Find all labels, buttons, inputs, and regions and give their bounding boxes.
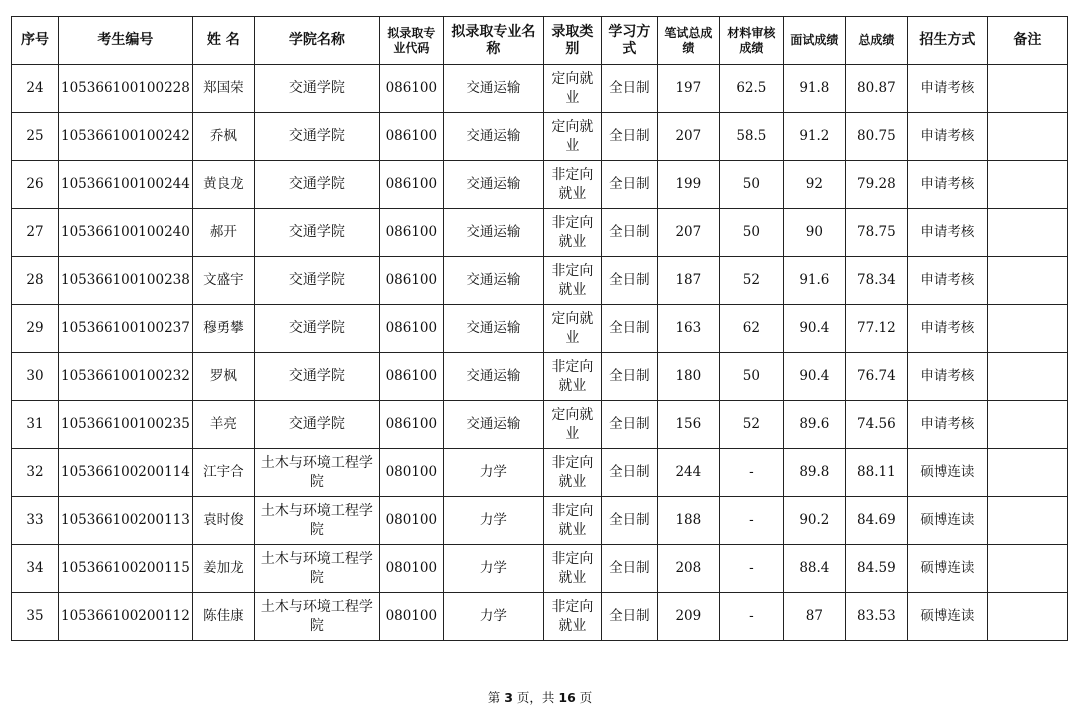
header-cell: 录取类别: [543, 17, 601, 65]
table-row: [12, 113, 1068, 161]
header-cell: 学习方式: [601, 17, 657, 65]
header-cell: 笔试总成绩: [657, 17, 719, 65]
cell-study-mode: 全日制: [601, 449, 657, 497]
cell-enrollment-method: 硕博连读: [907, 593, 987, 641]
cell-name: 羊亮: [192, 401, 254, 449]
cell-index: 28: [12, 257, 59, 305]
cell-name: 陈佳康: [192, 593, 254, 641]
cell-material-score: -: [719, 449, 783, 497]
cell-interview-score: 91.6: [783, 257, 845, 305]
cell-candidate-id: 105366100200115: [59, 545, 193, 593]
header-cell: 拟录取专业代码: [379, 17, 443, 65]
cell-interview-score: 90.4: [783, 305, 845, 353]
table-row: [12, 65, 1068, 113]
cell-candidate-id: 105366100200114: [59, 449, 193, 497]
cell-candidate-id: 105366100200112: [59, 593, 193, 641]
cell-study-mode: 全日制: [601, 65, 657, 113]
cell-college: 交通学院: [254, 257, 379, 305]
cell-total-score: 78.34: [845, 257, 907, 305]
cell-total-score: 83.53: [845, 593, 907, 641]
header-cell: 备注: [987, 17, 1067, 65]
cell-candidate-id: 105366100100228: [59, 65, 193, 113]
cell-index: 30: [12, 353, 59, 401]
cell-candidate-id: 105366100100232: [59, 353, 193, 401]
cell-written-score: 208: [657, 545, 719, 593]
table-row: [12, 161, 1068, 209]
cell-name: 江宇合: [192, 449, 254, 497]
cell-major-name: 交通运输: [443, 209, 543, 257]
cell-material-score: -: [719, 545, 783, 593]
cell-remarks: [987, 353, 1067, 401]
header-cell: 考生编号: [59, 17, 193, 65]
cell-admission-type: 定向就业: [543, 401, 601, 449]
cell-written-score: 207: [657, 113, 719, 161]
cell-major-code: 086100: [379, 113, 443, 161]
cell-index: 32: [12, 449, 59, 497]
cell-index: 27: [12, 209, 59, 257]
cell-candidate-id: 105366100100240: [59, 209, 193, 257]
cell-enrollment-method: 申请考核: [907, 161, 987, 209]
cell-written-score: 207: [657, 209, 719, 257]
cell-total-score: 84.69: [845, 497, 907, 545]
cell-material-score: 52: [719, 401, 783, 449]
cell-index: 31: [12, 401, 59, 449]
cell-enrollment-method: 申请考核: [907, 401, 987, 449]
cell-remarks: [987, 545, 1067, 593]
cell-index: 35: [12, 593, 59, 641]
cell-interview-score: 91.2: [783, 113, 845, 161]
cell-written-score: 199: [657, 161, 719, 209]
cell-study-mode: 全日制: [601, 305, 657, 353]
header-cell: 总成绩: [845, 17, 907, 65]
cell-material-score: 50: [719, 209, 783, 257]
cell-material-score: -: [719, 593, 783, 641]
cell-major-name: 交通运输: [443, 353, 543, 401]
cell-enrollment-method: 申请考核: [907, 353, 987, 401]
cell-material-score: 58.5: [719, 113, 783, 161]
cell-study-mode: 全日制: [601, 545, 657, 593]
footer-page-number: 3: [504, 690, 513, 705]
cell-college: 交通学院: [254, 209, 379, 257]
cell-written-score: 197: [657, 65, 719, 113]
cell-index: 34: [12, 545, 59, 593]
cell-college: 交通学院: [254, 401, 379, 449]
cell-material-score: 62.5: [719, 65, 783, 113]
cell-name: 罗枫: [192, 353, 254, 401]
cell-study-mode: 全日制: [601, 257, 657, 305]
cell-written-score: 188: [657, 497, 719, 545]
cell-study-mode: 全日制: [601, 161, 657, 209]
cell-study-mode: 全日制: [601, 209, 657, 257]
cell-enrollment-method: 申请考核: [907, 209, 987, 257]
cell-total-score: 74.56: [845, 401, 907, 449]
footer-total-pages: 16: [558, 690, 576, 705]
cell-college: 土木与环境工程学院: [254, 593, 379, 641]
table-row: [12, 209, 1068, 257]
cell-study-mode: 全日制: [601, 353, 657, 401]
cell-candidate-id: 105366100100238: [59, 257, 193, 305]
cell-enrollment-method: 硕博连读: [907, 449, 987, 497]
cell-college: 交通学院: [254, 113, 379, 161]
cell-college: 交通学院: [254, 305, 379, 353]
footer-suffix: 页: [575, 690, 593, 705]
cell-major-code: 086100: [379, 353, 443, 401]
cell-major-name: 交通运输: [443, 113, 543, 161]
cell-index: 25: [12, 113, 59, 161]
cell-admission-type: 非定向就业: [543, 593, 601, 641]
cell-college: 土木与环境工程学院: [254, 497, 379, 545]
cell-remarks: [987, 401, 1067, 449]
table-row: [12, 401, 1068, 449]
cell-admission-type: 非定向就业: [543, 161, 601, 209]
cell-interview-score: 87: [783, 593, 845, 641]
header-cell: 姓 名: [192, 17, 254, 65]
cell-total-score: 84.59: [845, 545, 907, 593]
cell-admission-type: 定向就业: [543, 305, 601, 353]
cell-major-name: 交通运输: [443, 257, 543, 305]
cell-written-score: 209: [657, 593, 719, 641]
table-row: [12, 545, 1068, 593]
cell-admission-type: 非定向就业: [543, 209, 601, 257]
cell-college: 交通学院: [254, 353, 379, 401]
cell-admission-type: 非定向就业: [543, 497, 601, 545]
cell-index: 24: [12, 65, 59, 113]
cell-college: 交通学院: [254, 65, 379, 113]
cell-index: 29: [12, 305, 59, 353]
header-cell: 材料审核成绩: [719, 17, 783, 65]
cell-major-code: 080100: [379, 449, 443, 497]
header-cell: 面试成绩: [783, 17, 845, 65]
cell-enrollment-method: 申请考核: [907, 113, 987, 161]
cell-major-code: 086100: [379, 161, 443, 209]
cell-major-code: 086100: [379, 401, 443, 449]
cell-remarks: [987, 305, 1067, 353]
cell-candidate-id: 105366100100242: [59, 113, 193, 161]
cell-interview-score: 89.6: [783, 401, 845, 449]
cell-name: 袁时俊: [192, 497, 254, 545]
cell-written-score: 156: [657, 401, 719, 449]
cell-name: 姜加龙: [192, 545, 254, 593]
cell-interview-score: 90.2: [783, 497, 845, 545]
header-cell: 序号: [12, 17, 59, 65]
table-row: [12, 593, 1068, 641]
cell-name: 郑国荣: [192, 65, 254, 113]
cell-interview-score: 91.8: [783, 65, 845, 113]
cell-material-score: 62: [719, 305, 783, 353]
cell-written-score: 187: [657, 257, 719, 305]
cell-remarks: [987, 497, 1067, 545]
header-cell: 拟录取专业名称: [443, 17, 543, 65]
cell-major-code: 080100: [379, 497, 443, 545]
cell-major-code: 080100: [379, 545, 443, 593]
cell-remarks: [987, 257, 1067, 305]
footer-prefix: 第: [487, 690, 505, 705]
cell-major-name: 交通运输: [443, 161, 543, 209]
cell-candidate-id: 105366100100244: [59, 161, 193, 209]
table-row: [12, 257, 1068, 305]
cell-total-score: 79.28: [845, 161, 907, 209]
cell-admission-type: 非定向就业: [543, 353, 601, 401]
cell-written-score: 163: [657, 305, 719, 353]
cell-candidate-id: 105366100200113: [59, 497, 193, 545]
cell-name: 穆勇攀: [192, 305, 254, 353]
cell-study-mode: 全日制: [601, 593, 657, 641]
cell-total-score: 77.12: [845, 305, 907, 353]
cell-material-score: -: [719, 497, 783, 545]
cell-major-name: 力学: [443, 545, 543, 593]
table-row: [12, 305, 1068, 353]
cell-name: 郝开: [192, 209, 254, 257]
cell-admission-type: 定向就业: [543, 113, 601, 161]
cell-remarks: [987, 65, 1067, 113]
cell-admission-type: 非定向就业: [543, 449, 601, 497]
header-cell: 招生方式: [907, 17, 987, 65]
cell-index: 33: [12, 497, 59, 545]
cell-study-mode: 全日制: [601, 401, 657, 449]
cell-study-mode: 全日制: [601, 497, 657, 545]
cell-college: 土木与环境工程学院: [254, 449, 379, 497]
cell-admission-type: 非定向就业: [543, 257, 601, 305]
cell-major-code: 080100: [379, 593, 443, 641]
cell-candidate-id: 105366100100235: [59, 401, 193, 449]
cell-study-mode: 全日制: [601, 113, 657, 161]
cell-material-score: 50: [719, 353, 783, 401]
cell-total-score: 88.11: [845, 449, 907, 497]
cell-major-name: 交通运输: [443, 305, 543, 353]
cell-total-score: 78.75: [845, 209, 907, 257]
cell-material-score: 50: [719, 161, 783, 209]
cell-admission-type: 定向就业: [543, 65, 601, 113]
cell-enrollment-method: 申请考核: [907, 257, 987, 305]
cell-major-code: 086100: [379, 209, 443, 257]
header-row: [12, 17, 1068, 65]
cell-interview-score: 88.4: [783, 545, 845, 593]
cell-major-code: 086100: [379, 257, 443, 305]
cell-name: 黄良龙: [192, 161, 254, 209]
cell-college: 土木与环境工程学院: [254, 545, 379, 593]
page-footer: [0, 688, 1080, 706]
cell-enrollment-method: 申请考核: [907, 305, 987, 353]
cell-major-name: 力学: [443, 497, 543, 545]
cell-enrollment-method: 硕博连读: [907, 545, 987, 593]
footer-middle: 页，共: [512, 690, 559, 705]
cell-candidate-id: 105366100100237: [59, 305, 193, 353]
cell-interview-score: 90: [783, 209, 845, 257]
cell-major-name: 交通运输: [443, 401, 543, 449]
cell-college: 交通学院: [254, 161, 379, 209]
cell-remarks: [987, 593, 1067, 641]
cell-major-name: 力学: [443, 593, 543, 641]
cell-written-score: 180: [657, 353, 719, 401]
table-row: [12, 353, 1068, 401]
cell-written-score: 244: [657, 449, 719, 497]
cell-major-name: 力学: [443, 449, 543, 497]
cell-remarks: [987, 113, 1067, 161]
table-row: [12, 449, 1068, 497]
cell-index: 26: [12, 161, 59, 209]
cell-remarks: [987, 161, 1067, 209]
cell-total-score: 76.74: [845, 353, 907, 401]
admission-table: [11, 16, 1068, 641]
cell-remarks: [987, 449, 1067, 497]
table-row: [12, 497, 1068, 545]
cell-major-code: 086100: [379, 65, 443, 113]
cell-remarks: [987, 209, 1067, 257]
cell-enrollment-method: 硕博连读: [907, 497, 987, 545]
cell-major-name: 交通运输: [443, 65, 543, 113]
cell-major-code: 086100: [379, 305, 443, 353]
cell-interview-score: 92: [783, 161, 845, 209]
cell-total-score: 80.87: [845, 65, 907, 113]
cell-admission-type: 非定向就业: [543, 545, 601, 593]
cell-enrollment-method: 申请考核: [907, 65, 987, 113]
cell-name: 乔枫: [192, 113, 254, 161]
cell-material-score: 52: [719, 257, 783, 305]
cell-interview-score: 90.4: [783, 353, 845, 401]
cell-name: 文盛宇: [192, 257, 254, 305]
cell-total-score: 80.75: [845, 113, 907, 161]
header-cell: 学院名称: [254, 17, 379, 65]
cell-interview-score: 89.8: [783, 449, 845, 497]
